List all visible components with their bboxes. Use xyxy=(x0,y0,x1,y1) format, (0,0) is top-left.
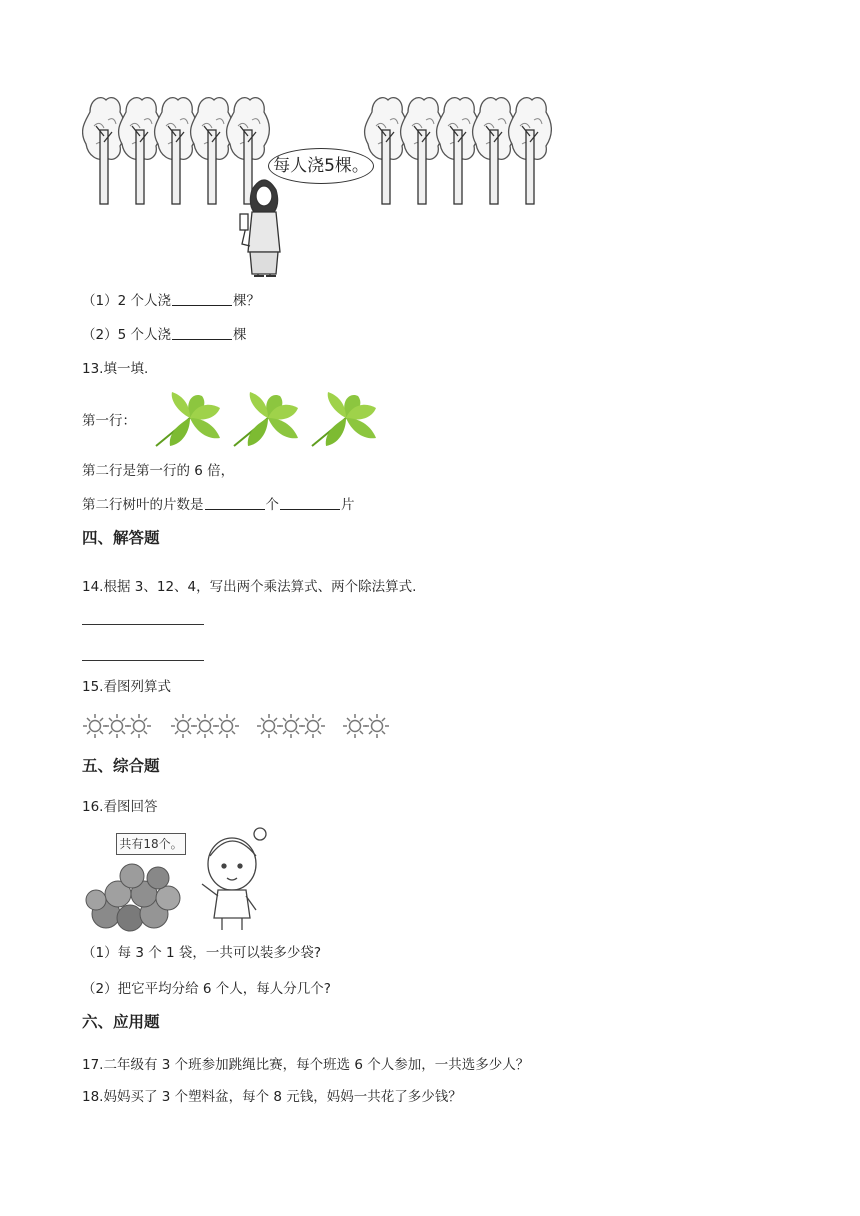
q12-sub2-suffix: 棵 xyxy=(232,327,247,343)
q13-line3-suffix: 片 xyxy=(341,497,355,513)
q16-sub1: （1）每 3 个 1 袋，一共可以装多少袋? xyxy=(82,945,322,961)
fruit-count-note: 共有18个。 xyxy=(116,833,186,855)
leaf-icon xyxy=(234,392,298,446)
q12-sub2-prefix: （2）5 个人浇 xyxy=(82,327,171,343)
leaf-icon xyxy=(156,392,220,446)
sun-icon xyxy=(279,714,303,738)
q12-sub2 xyxy=(82,326,246,344)
sun-group-4 xyxy=(343,714,389,738)
q13-line2: 第二行是第一行的 6 倍， xyxy=(82,463,235,479)
sun-icon xyxy=(343,714,367,738)
sun-icon xyxy=(171,714,195,738)
q16-sub2: （2）把它平均分给 6 个人，每人分几个? xyxy=(82,981,331,997)
sun-group-2 xyxy=(171,714,239,738)
q12-sub1 xyxy=(82,292,260,310)
girl-figure xyxy=(202,828,266,930)
sun-icon xyxy=(127,714,151,738)
leaf-row xyxy=(150,390,380,450)
answer-blank[interactable] xyxy=(280,497,340,510)
q17-text: 17.二年级有 3 个班参加跳绳比赛，每个班选 6 个人参加，一共选多少人？ xyxy=(82,1057,530,1073)
sun-groups-figure xyxy=(82,710,392,744)
leaf-icon xyxy=(312,392,376,446)
speech-bubble: 每人浇5棵。 xyxy=(268,148,374,184)
sun-icon xyxy=(215,714,239,738)
sun-icon xyxy=(365,714,389,738)
q18-text: 18.妈妈买了 3 个塑料盆，每个 8 元钱，妈妈一共花了多少钱？ xyxy=(82,1089,462,1105)
q14-text: 14.根据 3、12、4，写出两个乘法算式、两个除法算式. xyxy=(82,579,417,595)
q16-text: 16.看图回答 xyxy=(82,799,158,815)
q13-line3 xyxy=(82,496,355,514)
sun-icon xyxy=(193,714,217,738)
q15-text: 15.看图列算式 xyxy=(82,679,171,695)
q13-line3-mid: 个 xyxy=(265,497,279,513)
sun-icon xyxy=(301,714,325,738)
sun-group-1 xyxy=(83,714,151,738)
sun-icon xyxy=(83,714,107,738)
answer-line[interactable] xyxy=(82,624,204,625)
sun-group-3 xyxy=(257,714,325,738)
answer-blank[interactable] xyxy=(172,293,232,306)
fruit-pile xyxy=(86,864,180,931)
tree-group-right xyxy=(365,98,552,204)
q13-line3-prefix: 第二行树叶的片数是 xyxy=(82,497,204,513)
q12-sub1-prefix: （1）2 个人浇 xyxy=(82,293,171,309)
section-4-title: 四、解答题 xyxy=(82,529,160,547)
sun-icon xyxy=(105,714,129,738)
section-6-title: 六、应用题 xyxy=(82,1013,160,1031)
tree-group-left xyxy=(83,98,270,204)
q13-title: 13.填一填. xyxy=(82,361,149,377)
answer-line[interactable] xyxy=(82,660,204,661)
q12-sub1-suffix: 棵？ xyxy=(232,293,260,309)
answer-blank[interactable] xyxy=(205,497,265,510)
q13-row1-label: 第一行： xyxy=(82,413,136,429)
sun-icon xyxy=(257,714,281,738)
answer-blank[interactable] xyxy=(172,327,232,340)
section-5-title: 五、综合题 xyxy=(82,757,160,775)
trees-figure xyxy=(82,92,552,278)
